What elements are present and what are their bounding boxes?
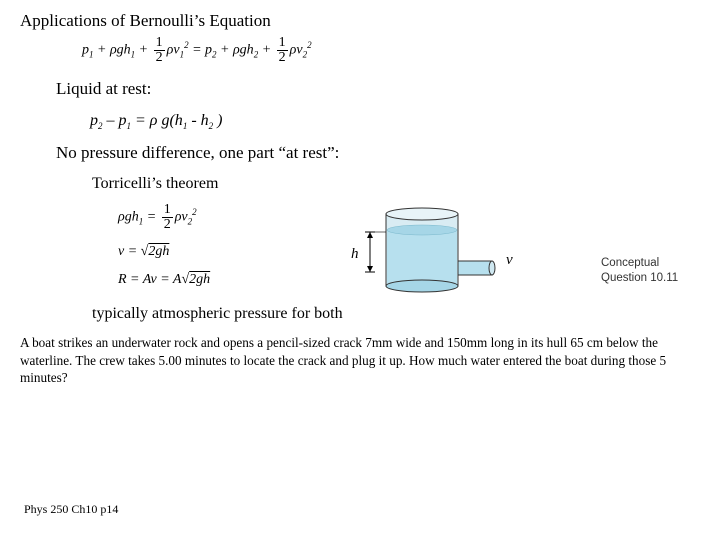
cq-line1: Conceptual (601, 257, 660, 269)
tank-top (386, 208, 458, 220)
v-label: v (506, 252, 513, 268)
liquid-at-rest-heading: Liquid at rest: (56, 79, 152, 98)
outlet-pipe (458, 261, 492, 275)
liquid-at-rest-equation: $p_2 - p_1 = \rho$ $g(h_1 - h_2$ ) (90, 112, 223, 132)
h-label: h (351, 246, 359, 262)
torricelli-tank-diagram (340, 200, 540, 295)
conceptual-question (601, 256, 678, 286)
outlet-pipe-end (489, 261, 495, 275)
cq-line2: Question 10.11 (601, 272, 679, 284)
problem-text: A boat strikes an underwater rock and opens a pencil-sized crack 7mm wide and 150mm long in its hull 65 cm below the waterline. The crew takes 5.00 minutes to locate the crack and plug it up. How much water entered the boat during those 5 minutes? (20, 335, 667, 386)
no-pressure-heading: No pressure difference, one part “at rest”: (56, 143, 340, 162)
torricelli-eq3: R = Av = A√2gh (118, 272, 211, 287)
torricelli-eq2: v = √2gh (118, 244, 170, 259)
atmospheric-note: typically atmospheric pressure for both (92, 305, 343, 322)
torricelli-eq1: ρgh$_1$ = $\frac{1}{2}$ $\rho v_2^2$ (118, 202, 197, 232)
water (387, 230, 457, 286)
bernoulli-equation: $p_1 + \rho gh_1$ + $\frac{1}{2}$ $\rho v_1^2 = p_2 + \rho gh_2$ + $\frac{1}{2}$ $\rho v_2^2$ (82, 35, 312, 65)
water-surface (387, 225, 457, 235)
torricelli-heading: Torricelli’s theorem (92, 175, 219, 192)
slide-footer: Phys 250 Ch10 p14 (24, 502, 119, 516)
page-title: Applications of Bernoulli’s Equation (20, 11, 271, 30)
tank-bottom (386, 280, 458, 292)
